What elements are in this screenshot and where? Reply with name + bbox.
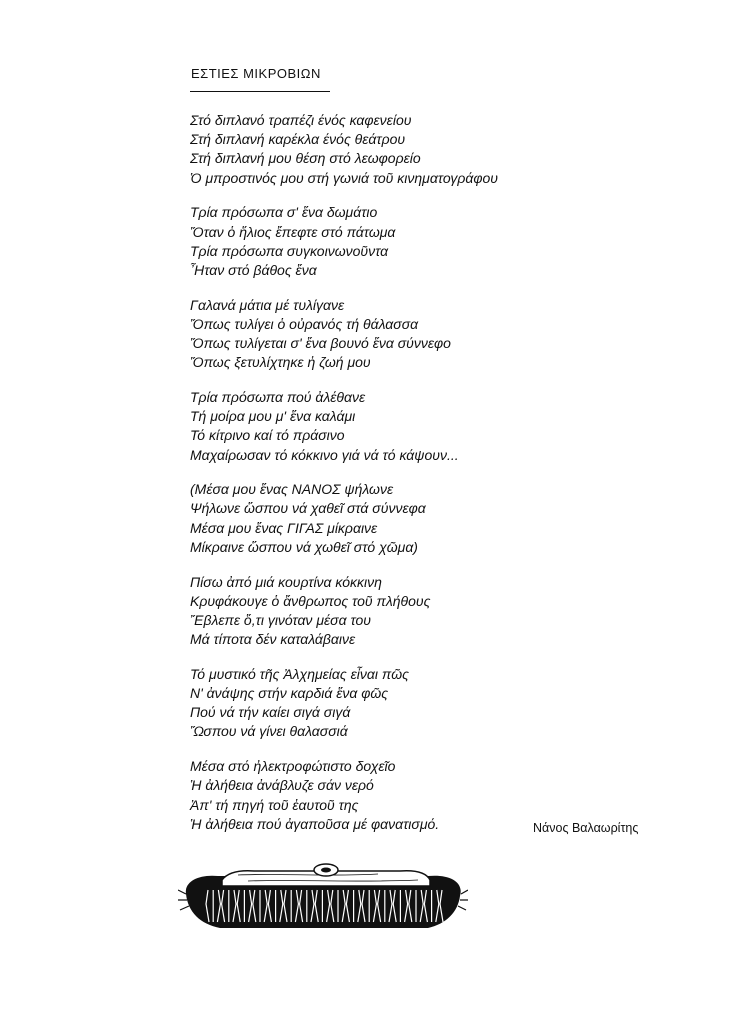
poem-line: Τρία πρόσωπα συγκοινωνοῦντα (190, 242, 389, 259)
poem-line: Ἔβλεπε ὅ,τι γινόταν μέσα του (190, 611, 371, 628)
poem-line: Ὅπως ξετυλίχτηκε ἡ ζωή μου (190, 354, 371, 371)
poem-line: Στή διπλανή καρέκλα ένός θεάτρου (190, 131, 406, 148)
poem-line: Ἡ ἀλήθεια πού ἀγαποῦσα μέ φανατισμό. (190, 815, 440, 832)
poem-author: Νάνος Βαλαωρίτης (533, 821, 639, 835)
poem-line: Μέσα μου ἕνας ΓΙΓΑΣ μίκραινε (190, 519, 378, 536)
poem-body (190, 111, 710, 850)
poem-line: Ἦταν στό βάθος ἕνα (190, 261, 317, 278)
poem-line: Γαλανά μάτια μέ τυλίγανε (190, 296, 345, 313)
stanza (190, 203, 710, 280)
stanza (190, 111, 710, 188)
poem-line: Ὅταν ὁ ἥλιος ἔπεφτε στό πάτωμα (190, 223, 396, 240)
poem-line: Μέσα στό ἠλεκτροφώτιστο δοχεῖο (190, 758, 396, 775)
poem-line: Πίσω ἀπό μιά κουρτίνα κόκκινη (190, 573, 382, 590)
poem-line: Ἀπ' τή πηγή τοῦ ἑαυτοῦ της (190, 796, 359, 813)
poem-line: Πού νά τήν καίει σιγά σιγά (190, 704, 351, 721)
stanza (190, 480, 710, 557)
stanza (190, 573, 710, 650)
poem-line: Τρία πρόσωπα πού ἀλέθανε (190, 388, 366, 405)
poem-line: Τό μυστικό τῆς Ἀλχημείας εἶναι πῶς (190, 665, 409, 682)
brush-illustration-icon (178, 860, 468, 940)
poem-line: Ν' ἀνάψης στήν καρδιά ἕνα φῶς (190, 685, 389, 702)
poem-line: Στή διπλανή μου θέση στό λεωφορείο (190, 150, 421, 167)
poem-line: Μίκραινε ὥσπου νά χωθεῖ στό χῶμα) (190, 538, 418, 555)
poem-title: ΕΣΤΙΕΣ ΜΙΚΡΟΒΙΩΝ (191, 66, 321, 81)
poem-line: Κρυφάκουγε ὁ ἄνθρωπος τοῦ πλήθους (190, 592, 431, 609)
poem-line: (Μέσα μου ἕνας ΝΑΝΟΣ ψήλωνε (190, 481, 394, 498)
poem-line: Τρία πρόσωπα σ' ἕνα δωμάτιο (190, 204, 378, 221)
stanza (190, 296, 710, 373)
title-underline (190, 91, 330, 92)
poem-line: Τή μοίρα μου μ' ἕνα καλάμι (190, 408, 356, 425)
poem-line: Ἡ ἀλήθεια ἀνάβλυζε σάν νερό (190, 777, 374, 794)
poem-line: Ψήλωνε ὥσπου νά χαθεῖ στά σύννεφα (190, 500, 426, 517)
stanza (190, 388, 710, 465)
poem-line: Τό κίτρινο καί τό πράσινο (190, 427, 345, 444)
poem-line: Στό διπλανό τραπέζι ένός καφενείου (190, 112, 412, 128)
stanza (190, 665, 710, 742)
poem-line: Μά τίποτα δέν καταλάβαινε (190, 631, 356, 648)
poem-line: Μαχαίρωσαν τό κόκκινο γιά νά τό κάψουν... (190, 446, 459, 463)
poem-line: Ὅπως τυλίγεται σ' ἕνα βουνό ἕνα σύννεφο (190, 335, 451, 352)
poem-line: Ὥσπου νά γίνει θαλασσιά (190, 723, 348, 740)
poem-line: Ὁ μπροστινός μου στή γωνιά τοῦ κινηματογράφου (190, 169, 498, 186)
poem-line: Ὅπως τυλίγει ὁ οὐρανός τή θάλασσα (190, 315, 419, 332)
